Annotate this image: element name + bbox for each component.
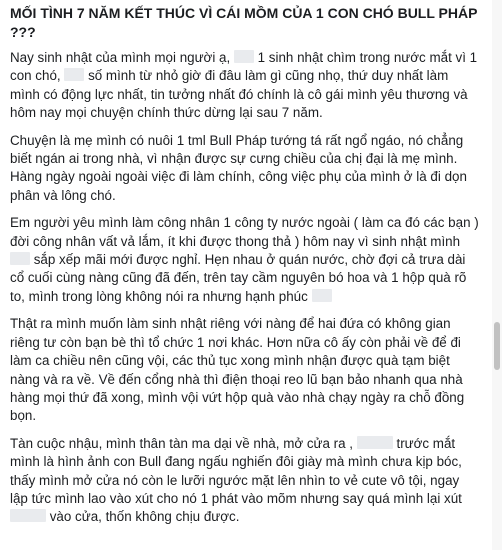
paragraph-1-text-b: 1 sinh nhật chìm trong nước mắt vì 1 con chó,	[10, 50, 478, 84]
paragraph-5-text-c: vào cửa, thốn không chịu được.	[46, 509, 240, 525]
paragraph-4: Thật ra mình muốn làm sinh nhật riêng với nàng để hai đứa có không gian riêng tư còn bạn bè thì tổ chức 1 nơi khác. Hơn nữa cô ấy còn phải về để đi làm ca chiều nên cũng vội, các thủ tục xong mình nhận được quà tạm biệt nàng và ra về. Về đến cổng nhà thì điện thoại reo lũ bạn bảo nhanh qua nhà hàng mọi thứ đã xong, mình vội vứt hộp quà vào nhà chạy ngày ra chỗ đồng bọn.	[10, 316, 465, 424]
redacted-emoji	[312, 289, 332, 302]
redacted-emoji	[10, 252, 30, 265]
paragraph-1-text-c: số mình từ nhỏ giờ đi đâu làm gì cũng nhọ, thứ duy nhất làm mình có động lực nhất, tin tưởng nhất đó chính là cô gái mình yêu thương và hôm nay mọi chuyện chính thức dừng lại sau 7 năm.	[10, 68, 468, 121]
vertical-scrollbar[interactable]	[492, 0, 502, 550]
scrollbar-thumb[interactable]	[494, 322, 500, 370]
paragraph-1-text-a: Nay sinh nhật của mình mọi người ạ,	[10, 50, 234, 65]
paragraph-5-text-b: trước mắt mình là hình ảnh con Bull đang ngấu nghiến đôi giày mà mình chưa kịp bóc, thấy mình mở cửa nó còn le lưỡi ngước mặt lên nhìn to vẻ cute vô tội, ngay lập tức mình lao vào xút cho nó 1 phát vào mõm nhưng say quá mình lại xút	[10, 435, 462, 506]
paragraph-5	[10, 435, 480, 527]
post-title: MỐI TÌNH 7 NĂM KẾT THÚC VÌ CÁI MỒM CỦA 1 CON CHÓ BULL PHÁP ???	[10, 5, 478, 40]
paragraph-2: Chuyện là mẹ mình có nuôi 1 tml Bull Pháp tướng tá rất ngổ ngáo, nó chẳng biết ngán ai trong nhà, vì nhận được sự cưng chiều của chị đại là mẹ mình. Hàng ngày ngoài ngoài việc đi làm chính, công việc phụ của mình ở là đi dọn phân và lông chó.	[10, 132, 467, 203]
redacted-emoji	[357, 436, 393, 449]
paragraph-5-text-a: Tàn cuộc nhậu, mình thân tàn ma dại về nhà, mở cửa ra ,	[10, 435, 357, 451]
paragraph-3-text-b: sắp xếp mãi mới được nghỉ. Hẹn nhau ở quán nước, chờ đợi cả trưa dài cổ cuối cùng nàng cũng đã đến, trên tay cầm nguyên bó hoa và 1 hộp quà rõ to, mình trong lòng không nói ra nhưng hạnh phúc	[10, 252, 467, 304]
paragraph-1	[10, 49, 480, 123]
redacted-emoji	[64, 68, 84, 81]
redacted-emoji	[234, 50, 254, 63]
redacted-emoji	[10, 509, 46, 522]
paragraph-3-text-a: Em người yêu mình làm công nhân 1 công ty nước ngoài ( làm ca đó các bạn ) đời công nhân vất vả lắm, ít khi được thong thả ) hôm nay vì sinh nhật mình	[10, 215, 479, 249]
paragraph-3	[10, 214, 480, 306]
